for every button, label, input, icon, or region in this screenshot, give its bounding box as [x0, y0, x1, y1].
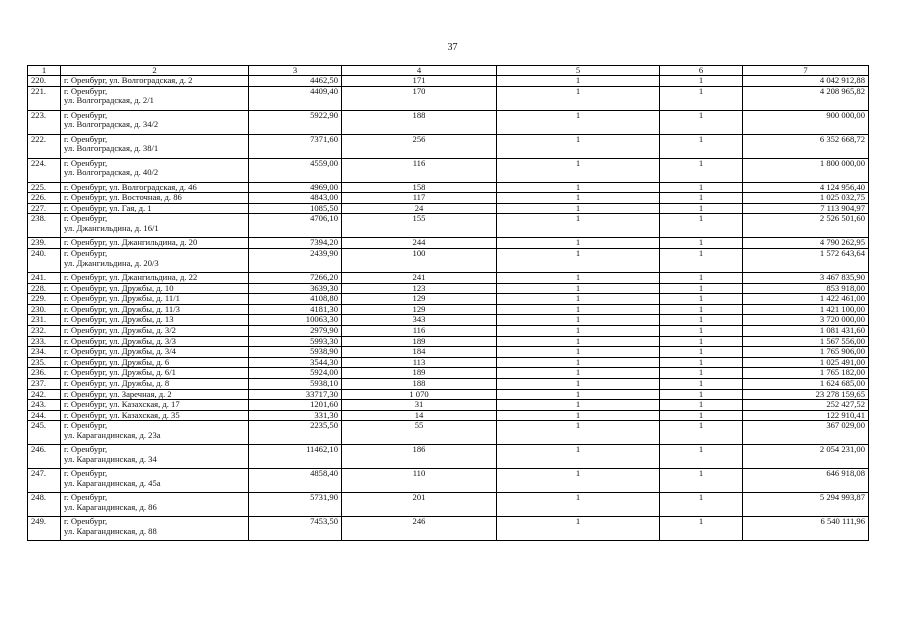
- column-5-cell: 1: [497, 193, 660, 204]
- column-6-cell: 1: [660, 214, 743, 238]
- column-5-cell: 1: [497, 110, 660, 134]
- table-row: [28, 469, 869, 493]
- column-6-cell: 1: [660, 248, 743, 272]
- address-cell: [61, 86, 249, 110]
- table-row: [28, 193, 869, 204]
- column-5-cell: 1: [497, 368, 660, 379]
- row-number-cell: 247.: [28, 469, 61, 493]
- cost-cell: 1 572 643,64: [743, 248, 869, 272]
- cost-cell: 367 029,00: [743, 421, 869, 445]
- apartments-cell: 244: [342, 238, 497, 249]
- cost-cell: 900 000,00: [743, 110, 869, 134]
- column-number-row: [28, 66, 869, 76]
- row-number-cell: 245.: [28, 421, 61, 445]
- table-row: [28, 378, 869, 389]
- apartments-cell: 110: [342, 469, 497, 493]
- apartments-cell: 186: [342, 445, 497, 469]
- area-cell: 5924,00: [249, 368, 342, 379]
- address-line: г. Оренбург,: [64, 444, 108, 455]
- area-cell: 3544,30: [249, 357, 342, 368]
- apartments-cell: 241: [342, 272, 497, 283]
- column-5-cell: 1: [497, 76, 660, 87]
- address-line: ул. Карагандинская, д. 45а: [64, 477, 161, 488]
- apartments-cell: 100: [342, 248, 497, 272]
- column-6-cell: 1: [660, 134, 743, 158]
- address-line: ул. Волгоградская, д. 38/1: [64, 143, 159, 154]
- address-line: г. Оренбург, ул. Дружбы, д. 10: [64, 283, 174, 293]
- apartments-cell: 24: [342, 203, 497, 214]
- row-number-cell: 233.: [28, 336, 61, 347]
- table-row: [28, 357, 869, 368]
- apartments-cell: 129: [342, 294, 497, 305]
- apartments-cell: 171: [342, 76, 497, 87]
- table-row: [28, 203, 869, 214]
- address-line: ул. Волгоградская, д. 2/1: [64, 95, 154, 106]
- area-cell: 2439,90: [249, 248, 342, 272]
- area-cell: 11462,10: [249, 445, 342, 469]
- area-cell: 7266,20: [249, 272, 342, 283]
- address-line: ул. Волгоградская, д. 34/2: [64, 119, 159, 130]
- address-line: г. Оренбург, ул. Дружбы, д. 13: [64, 314, 174, 325]
- table-row: [28, 493, 869, 517]
- area-cell: 4843,00: [249, 193, 342, 204]
- column-6-cell: 1: [660, 110, 743, 134]
- housing-register-table: [27, 65, 869, 541]
- cost-cell: 1 422 461,00: [743, 294, 869, 305]
- column-6-cell: 1: [660, 294, 743, 305]
- area-cell: 2979,90: [249, 325, 342, 336]
- cost-cell: 252 427,52: [743, 400, 869, 411]
- area-cell: 4706,10: [249, 214, 342, 238]
- column-5-cell: 1: [497, 283, 660, 294]
- address-cell: [61, 248, 249, 272]
- column-6-cell: 1: [660, 304, 743, 315]
- address-cell: [61, 214, 249, 238]
- cost-cell: 4 042 912,88: [743, 76, 869, 87]
- table-row: [28, 400, 869, 411]
- address-line: ул. Джангильдина, д. 20/3: [64, 257, 159, 268]
- apartments-cell: 117: [342, 193, 497, 204]
- column-6-cell: 1: [660, 238, 743, 249]
- row-number-cell: 240.: [28, 248, 61, 272]
- column-6-cell: 1: [660, 378, 743, 389]
- row-number-cell: 227.: [28, 203, 61, 214]
- area-cell: 4559,00: [249, 158, 342, 182]
- row-number-cell: 220.: [28, 76, 61, 87]
- area-cell: 4858,40: [249, 469, 342, 493]
- column-6-cell: 1: [660, 368, 743, 379]
- area-cell: 7371,60: [249, 134, 342, 158]
- address-cell: [61, 325, 249, 336]
- column-5-cell: 1: [497, 389, 660, 400]
- apartments-cell: 170: [342, 86, 497, 110]
- column-6-cell: 1: [660, 445, 743, 469]
- row-number-cell: 239.: [28, 238, 61, 249]
- column-5-cell: 1: [497, 469, 660, 493]
- area-cell: 33717,30: [249, 389, 342, 400]
- address-cell: [61, 76, 249, 87]
- area-cell: 2235,50: [249, 421, 342, 445]
- area-cell: 4409,40: [249, 86, 342, 110]
- column-6-cell: 1: [660, 203, 743, 214]
- area-cell: 4108,80: [249, 294, 342, 305]
- apartments-cell: 116: [342, 158, 497, 182]
- column-5-cell: 1: [497, 272, 660, 283]
- table-row: [28, 410, 869, 421]
- column-header: 2: [61, 66, 249, 76]
- apartments-cell: 14: [342, 410, 497, 421]
- row-number-cell: 246.: [28, 445, 61, 469]
- apartments-cell: 55: [342, 421, 497, 445]
- area-cell: 1201,60: [249, 400, 342, 411]
- column-6-cell: 1: [660, 469, 743, 493]
- table-row: [28, 272, 869, 283]
- address-line: г. Оренбург,: [64, 516, 108, 527]
- column-6-cell: 1: [660, 347, 743, 358]
- row-number-cell: 224.: [28, 158, 61, 182]
- column-6-cell: 1: [660, 158, 743, 182]
- cost-cell: 1 800 000,00: [743, 158, 869, 182]
- address-line: ул. Карагандинская, д. 86: [64, 501, 157, 512]
- table-row: [28, 315, 869, 326]
- address-line: г. Оренбург, ул. Восточная, д. 86: [64, 192, 182, 203]
- cost-cell: 4 124 956,40: [743, 182, 869, 193]
- row-number-cell: 229.: [28, 294, 61, 305]
- row-number-cell: 242.: [28, 389, 61, 400]
- column-5-cell: 1: [497, 238, 660, 249]
- area-cell: 4969,00: [249, 182, 342, 193]
- row-number-cell: 244.: [28, 410, 61, 421]
- area-cell: 3639,30: [249, 283, 342, 294]
- address-line: г. Оренбург,: [64, 213, 108, 224]
- apartments-cell: 201: [342, 493, 497, 517]
- column-5-cell: 1: [497, 357, 660, 368]
- table-row: [28, 86, 869, 110]
- address-line: ул. Карагандинская, д. 88: [64, 525, 157, 536]
- cost-cell: 23 278 159,65: [743, 389, 869, 400]
- area-cell: 5938,90: [249, 347, 342, 358]
- column-6-cell: 1: [660, 193, 743, 204]
- cost-cell: 1 025 032,75: [743, 193, 869, 204]
- area-cell: 5922,90: [249, 110, 342, 134]
- row-number-cell: 226.: [28, 193, 61, 204]
- cost-cell: 5 294 993,87: [743, 493, 869, 517]
- table-row: [28, 214, 869, 238]
- address-line: г. Оренбург, ул. Джангильдина, д. 20: [64, 237, 198, 248]
- column-6-cell: 1: [660, 272, 743, 283]
- table-row: [28, 445, 869, 469]
- column-5-cell: 1: [497, 421, 660, 445]
- column-5-cell: 1: [497, 445, 660, 469]
- table-row: [28, 283, 869, 294]
- address-line: г. Оренбург, ул. Джангильдина, д. 22: [64, 272, 198, 282]
- area-cell: 331,30: [249, 410, 342, 421]
- cost-cell: 1 765 182,00: [743, 368, 869, 379]
- row-number-cell: 228.: [28, 283, 61, 294]
- address-line: ул. Карагандинская, д. 23а: [64, 429, 161, 440]
- cost-cell: 853 918,00: [743, 283, 869, 294]
- column-5-cell: 1: [497, 493, 660, 517]
- address-cell: [61, 283, 249, 294]
- address-cell: [61, 182, 249, 193]
- address-line: г. Оренбург,: [64, 420, 108, 431]
- address-line: г. Оренбург, ул. Дружбы, д. 8: [64, 378, 170, 388]
- column-5-cell: 1: [497, 304, 660, 315]
- address-line: г. Оренбург,: [64, 110, 108, 120]
- column-5-cell: 1: [497, 248, 660, 272]
- column-header: 4: [342, 66, 497, 76]
- apartments-cell: 189: [342, 336, 497, 347]
- address-line: г. Оренбург, ул. Казахская, д. 35: [64, 410, 180, 420]
- address-line: ул. Волгоградская, д. 40/2: [64, 167, 159, 178]
- page-number: 37: [447, 42, 458, 53]
- column-6-cell: 1: [660, 86, 743, 110]
- column-6-cell: 1: [660, 493, 743, 517]
- row-number-cell: 234.: [28, 347, 61, 358]
- apartments-cell: 158: [342, 182, 497, 193]
- area-cell: 7394,20: [249, 238, 342, 249]
- address-line: ул. Карагандинская, д. 34: [64, 453, 157, 464]
- apartments-cell: 1 070: [342, 389, 497, 400]
- address-cell: [61, 445, 249, 469]
- address-line: г. Оренбург, ул. Дружбы, д. 11/1: [64, 293, 180, 304]
- apartments-cell: 189: [342, 368, 497, 379]
- cost-cell: 122 910,41: [743, 410, 869, 421]
- column-6-cell: 1: [660, 410, 743, 421]
- cost-cell: 1 624 685,00: [743, 378, 869, 389]
- row-number-cell: 248.: [28, 493, 61, 517]
- cost-cell: 6 352 668,72: [743, 134, 869, 158]
- row-number-cell: 223.: [28, 110, 61, 134]
- column-header: 7: [743, 66, 869, 76]
- cost-cell: 7 113 904,97: [743, 203, 869, 214]
- cost-cell: 646 918,08: [743, 469, 869, 493]
- apartments-cell: 129: [342, 304, 497, 315]
- column-6-cell: 1: [660, 325, 743, 336]
- column-header: 5: [497, 66, 660, 76]
- cost-cell: 1 081 431,60: [743, 325, 869, 336]
- column-6-cell: 1: [660, 389, 743, 400]
- address-cell: [61, 389, 249, 400]
- column-5-cell: 1: [497, 182, 660, 193]
- table-row: [28, 248, 869, 272]
- address-line: г. Оренбург, ул. Дружбы, д. 3/4: [64, 346, 176, 357]
- address-line: г. Оренбург, ул. Дружбы, д. 6/1: [64, 367, 176, 378]
- address-line: г. Оренбург, ул. Дружбы, д. 3/3: [64, 336, 176, 346]
- address-cell: [61, 304, 249, 315]
- cost-cell: 1 765 906,00: [743, 347, 869, 358]
- area-cell: 5731,90: [249, 493, 342, 517]
- address-cell: [61, 238, 249, 249]
- row-number-cell: 222.: [28, 134, 61, 158]
- cost-cell: 4 208 965,82: [743, 86, 869, 110]
- column-5-cell: 1: [497, 294, 660, 305]
- table-row: [28, 134, 869, 158]
- apartments-cell: 188: [342, 378, 497, 389]
- table-row: [28, 517, 869, 541]
- table-row: [28, 110, 869, 134]
- row-number-cell: 238.: [28, 214, 61, 238]
- address-line: г. Оренбург, ул. Волгоградская, д. 2: [64, 75, 193, 85]
- table-row: [28, 76, 869, 87]
- address-cell: [61, 193, 249, 204]
- row-number-cell: 241.: [28, 272, 61, 283]
- address-cell: [61, 421, 249, 445]
- address-cell: [61, 203, 249, 214]
- column-5-cell: 1: [497, 158, 660, 182]
- row-number-cell: 236.: [28, 368, 61, 379]
- address-line: ул. Джангильдина, д. 16/1: [64, 222, 159, 233]
- apartments-cell: 116: [342, 325, 497, 336]
- address-line: г. Оренбург,: [64, 134, 108, 144]
- row-number-cell: 232.: [28, 325, 61, 336]
- column-6-cell: 1: [660, 336, 743, 347]
- apartments-cell: 184: [342, 347, 497, 358]
- cost-cell: 1 567 556,00: [743, 336, 869, 347]
- address-line: г. Оренбург,: [64, 158, 108, 168]
- column-5-cell: 1: [497, 410, 660, 421]
- column-6-cell: 1: [660, 315, 743, 326]
- row-number-cell: 221.: [28, 86, 61, 110]
- table-row: [28, 325, 869, 336]
- address-cell: [61, 378, 249, 389]
- area-cell: 7453,50: [249, 517, 342, 541]
- apartments-cell: 123: [342, 283, 497, 294]
- area-cell: 5938,10: [249, 378, 342, 389]
- address-cell: [61, 294, 249, 305]
- area-cell: 5993,30: [249, 336, 342, 347]
- apartments-cell: 343: [342, 315, 497, 326]
- column-5-cell: 1: [497, 203, 660, 214]
- table-row: [28, 336, 869, 347]
- apartments-cell: 256: [342, 134, 497, 158]
- address-line: г. Оренбург,: [64, 86, 108, 96]
- row-number-cell: 231.: [28, 315, 61, 326]
- address-cell: [61, 336, 249, 347]
- address-line: г. Оренбург,: [64, 468, 108, 479]
- address-cell: [61, 315, 249, 326]
- column-header: 1: [28, 66, 61, 76]
- row-number-cell: 225.: [28, 182, 61, 193]
- column-5-cell: 1: [497, 336, 660, 347]
- column-5-cell: 1: [497, 517, 660, 541]
- address-line: г. Оренбург, ул. Дружбы, д. 6: [64, 357, 170, 367]
- address-line: г. Оренбург, ул. Гая, д. 1: [64, 203, 152, 213]
- cost-cell: 6 540 111,96: [743, 517, 869, 541]
- address-line: г. Оренбург, ул. Волгоградская, д. 46: [64, 182, 197, 192]
- column-5-cell: 1: [497, 347, 660, 358]
- row-number-cell: 243.: [28, 400, 61, 411]
- column-5-cell: 1: [497, 400, 660, 411]
- apartments-cell: 31: [342, 400, 497, 411]
- table-row: [28, 304, 869, 315]
- apartments-cell: 188: [342, 110, 497, 134]
- cost-cell: 1 025 491,00: [743, 357, 869, 368]
- table-row: [28, 158, 869, 182]
- column-6-cell: 1: [660, 400, 743, 411]
- column-5-cell: 1: [497, 134, 660, 158]
- address-cell: [61, 410, 249, 421]
- table-row: [28, 347, 869, 358]
- column-6-cell: 1: [660, 283, 743, 294]
- address-cell: [61, 158, 249, 182]
- address-cell: [61, 110, 249, 134]
- cost-cell: 2 054 231,00: [743, 445, 869, 469]
- apartments-cell: 246: [342, 517, 497, 541]
- address-line: г. Оренбург, ул. Дружбы, д. 11/3: [64, 304, 180, 314]
- apartments-cell: 155: [342, 214, 497, 238]
- column-header: 6: [660, 66, 743, 76]
- column-5-cell: 1: [497, 86, 660, 110]
- area-cell: 10063,30: [249, 315, 342, 326]
- column-6-cell: 1: [660, 421, 743, 445]
- column-6-cell: 1: [660, 182, 743, 193]
- cost-cell: 4 790 262,95: [743, 238, 869, 249]
- table-row: [28, 389, 869, 400]
- area-cell: 1085,50: [249, 203, 342, 214]
- area-cell: 4462,50: [249, 76, 342, 87]
- cost-cell: 2 526 501,60: [743, 214, 869, 238]
- address-line: г. Оренбург, ул. Заречная, д. 2: [64, 389, 172, 399]
- column-5-cell: 1: [497, 214, 660, 238]
- column-5-cell: 1: [497, 315, 660, 326]
- address-cell: [61, 400, 249, 411]
- address-line: г. Оренбург,: [64, 492, 108, 503]
- address-line: г. Оренбург,: [64, 248, 108, 258]
- table-row: [28, 294, 869, 305]
- column-header: 3: [249, 66, 342, 76]
- address-cell: [61, 493, 249, 517]
- table-row: [28, 368, 869, 379]
- table-row: [28, 421, 869, 445]
- row-number-cell: 249.: [28, 517, 61, 541]
- column-6-cell: 1: [660, 517, 743, 541]
- column-6-cell: 1: [660, 76, 743, 87]
- address-cell: [61, 357, 249, 368]
- area-cell: 4181,30: [249, 304, 342, 315]
- address-cell: [61, 134, 249, 158]
- row-number-cell: 237.: [28, 378, 61, 389]
- row-number-cell: 235.: [28, 357, 61, 368]
- cost-cell: 1 421 100,00: [743, 304, 869, 315]
- cost-cell: 3 467 835,90: [743, 272, 869, 283]
- cost-cell: 3 720 000,00: [743, 315, 869, 326]
- address-cell: [61, 469, 249, 493]
- apartments-cell: 113: [342, 357, 497, 368]
- address-line: г. Оренбург, ул. Дружбы, д. 3/2: [64, 325, 176, 335]
- column-5-cell: 1: [497, 325, 660, 336]
- row-number-cell: 230.: [28, 304, 61, 315]
- address-cell: [61, 272, 249, 283]
- address-cell: [61, 517, 249, 541]
- address-cell: [61, 368, 249, 379]
- column-5-cell: 1: [497, 378, 660, 389]
- table-row: [28, 238, 869, 249]
- column-6-cell: 1: [660, 357, 743, 368]
- table-row: [28, 182, 869, 193]
- address-line: г. Оренбург, ул. Казахская, д. 17: [64, 399, 180, 410]
- address-cell: [61, 347, 249, 358]
